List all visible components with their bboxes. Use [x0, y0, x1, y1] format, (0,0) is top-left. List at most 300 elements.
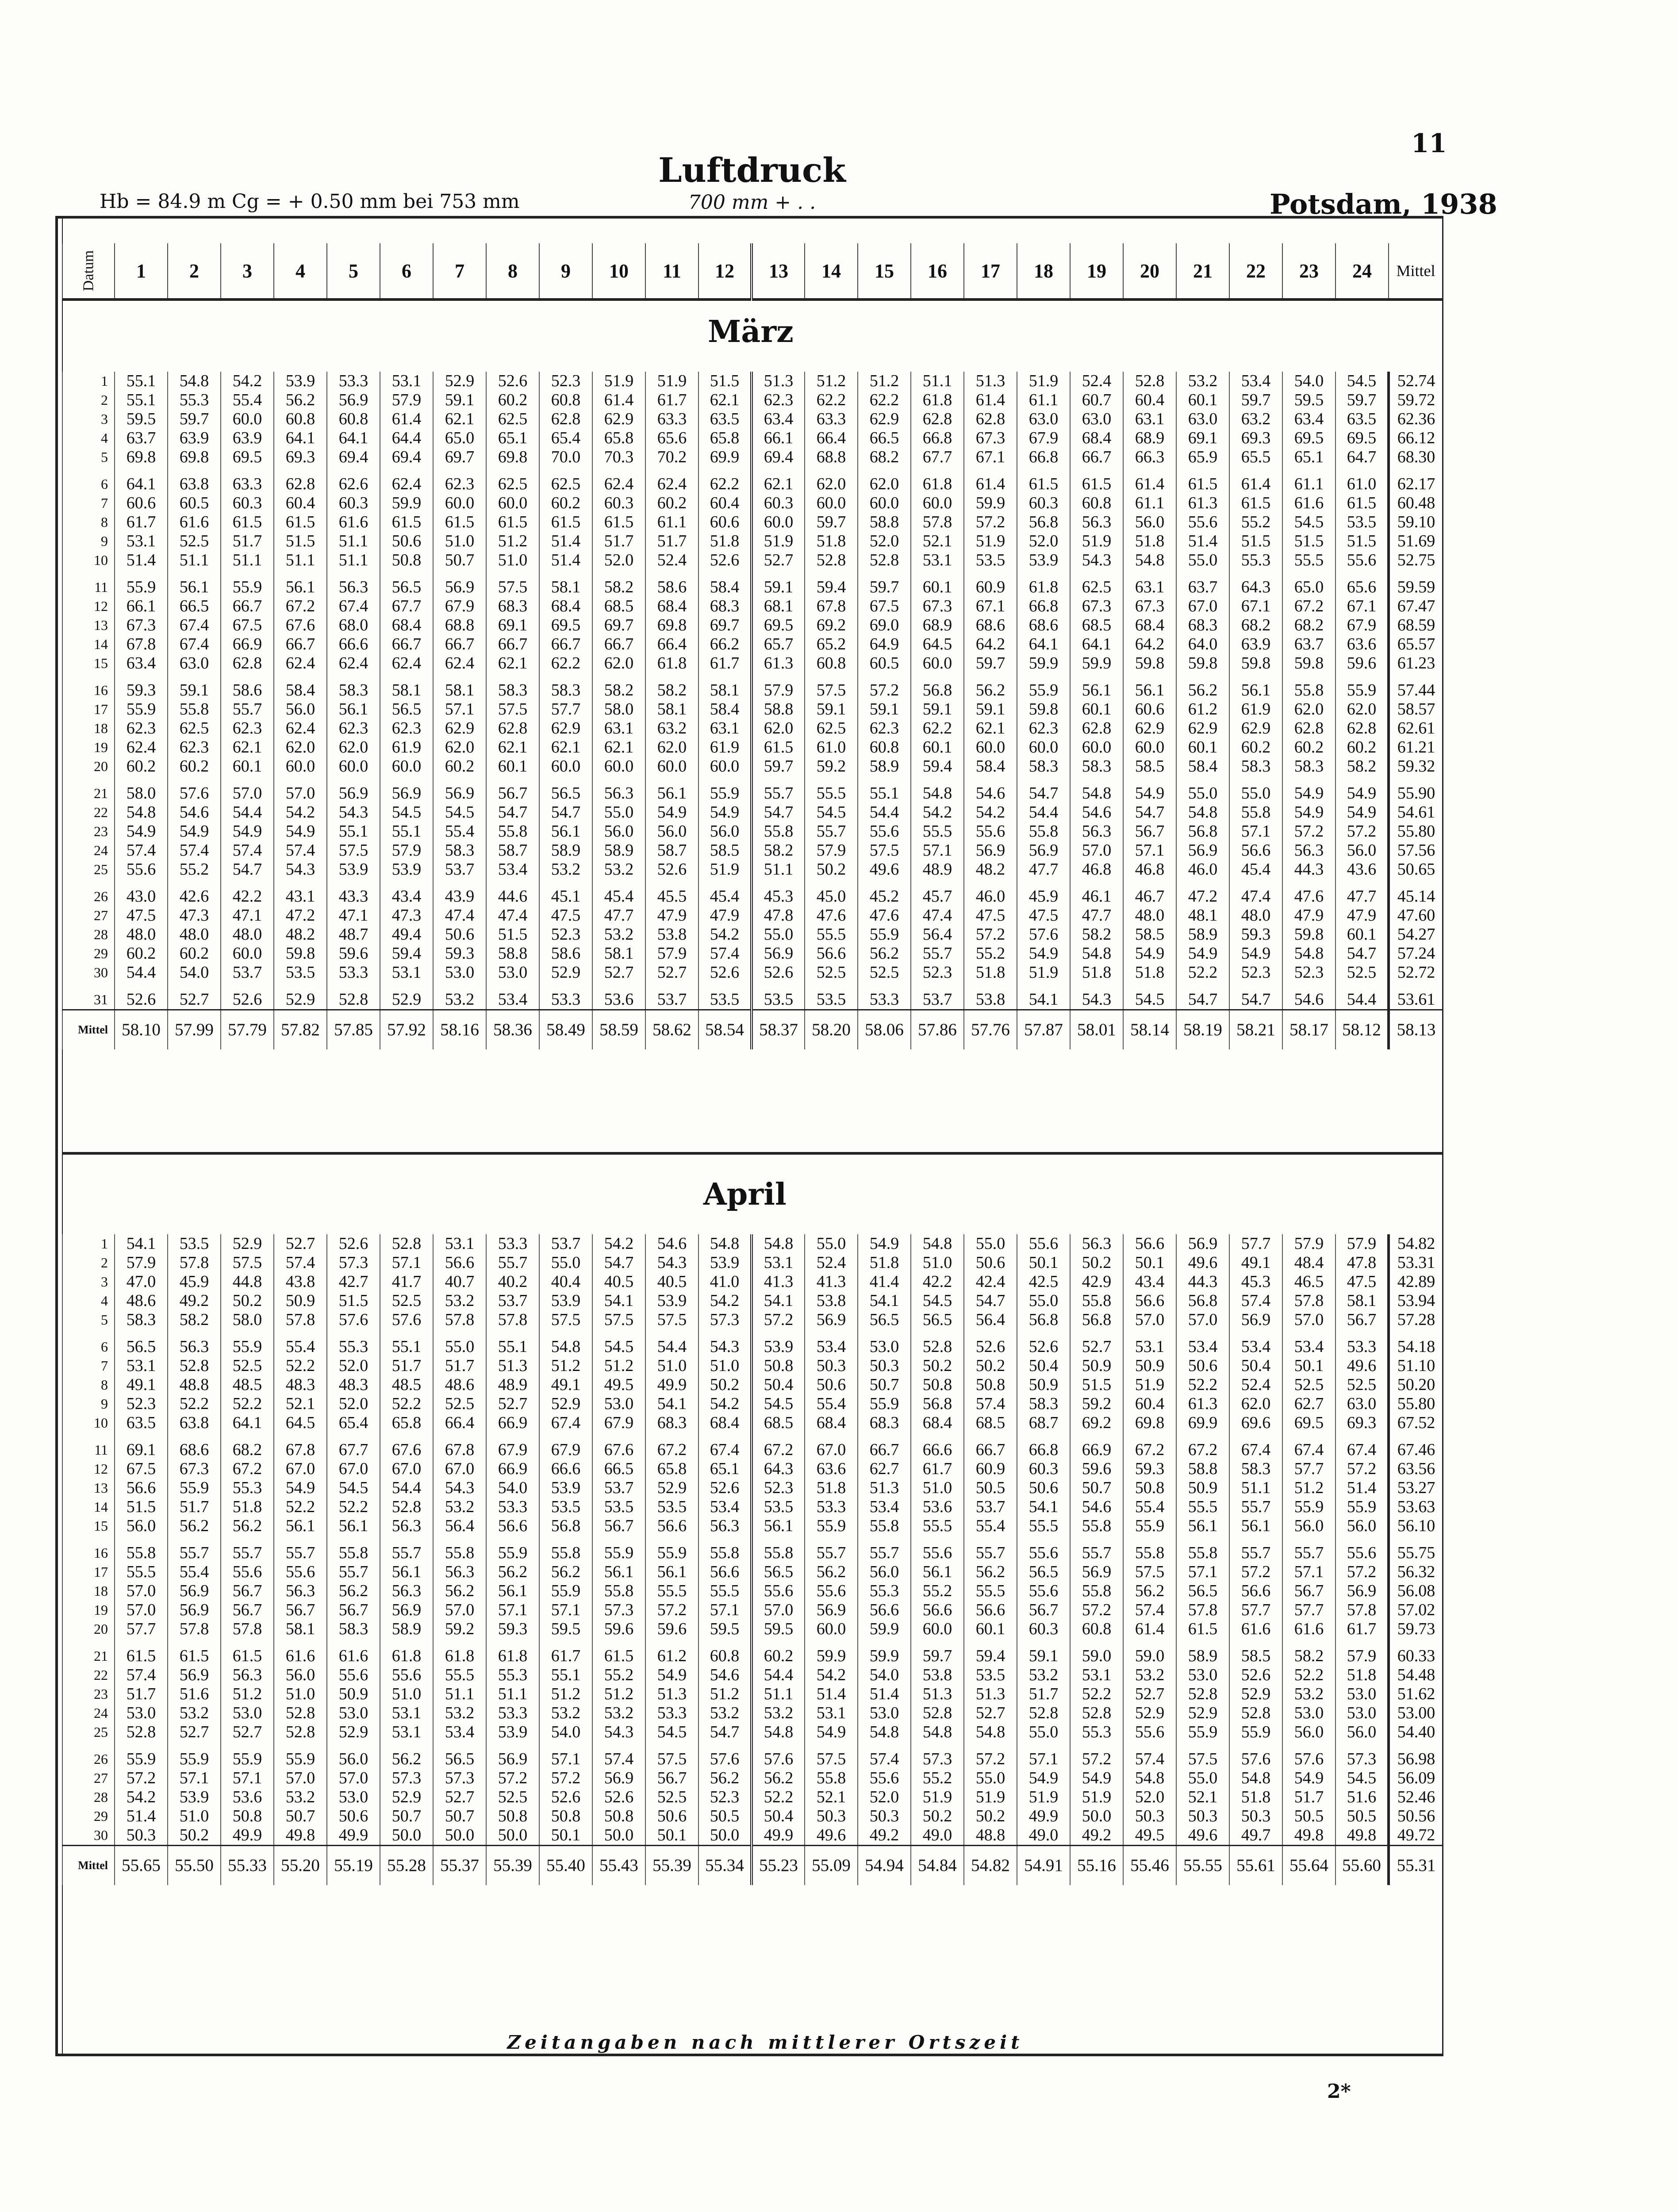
- hourly-value: 59.4: [964, 1647, 1017, 1666]
- hourly-value: 56.3: [327, 578, 380, 597]
- hourly-value: 54.9: [1335, 803, 1389, 822]
- hourly-value: 54.2: [911, 803, 964, 822]
- hourly-value: 68.2: [1229, 616, 1282, 635]
- hourly-value: 55.0: [1229, 784, 1282, 803]
- hourly-value: 56.0: [1335, 1517, 1389, 1536]
- hourly-value: 56.5: [380, 578, 433, 597]
- hourly-value: 61.5: [168, 1647, 221, 1666]
- hourly-value: 51.2: [539, 1685, 592, 1704]
- hourly-value: 55.5: [911, 1517, 964, 1536]
- hourly-value: 57.2: [964, 925, 1017, 944]
- hourly-value: 46.0: [964, 887, 1017, 906]
- hourly-value: 51.8: [1123, 532, 1176, 551]
- hourly-mean: 58.16: [433, 1010, 486, 1050]
- hourly-value: 50.7: [1070, 1479, 1123, 1498]
- hourly-value: 55.9: [115, 578, 168, 597]
- hourly-value: 60.1: [1070, 700, 1123, 719]
- mittel-row: [62, 1010, 1443, 1050]
- hourly-value: 65.7: [752, 635, 805, 654]
- hourly-value: 65.1: [486, 429, 539, 448]
- hourly-value: 54.5: [592, 1337, 645, 1356]
- hourly-value: 55.8: [1070, 1291, 1123, 1310]
- hourly-value: 59.9: [964, 494, 1017, 513]
- hourly-value: 53.0: [115, 1704, 168, 1723]
- hourly-value: 57.8: [221, 1620, 274, 1639]
- hourly-value: 57.0: [327, 1769, 380, 1788]
- hourly-mean: 55.23: [752, 1846, 805, 1886]
- hourly-value: 51.8: [1070, 963, 1123, 982]
- hourly-value: 55.6: [752, 1582, 805, 1601]
- day-row: [62, 1234, 1443, 1253]
- hourly-value: 62.1: [539, 738, 592, 757]
- hourly-value: 62.8: [221, 654, 274, 673]
- hourly-value: 65.8: [592, 429, 645, 448]
- hourly-value: 50.8: [964, 1375, 1017, 1394]
- hour-header: 13: [752, 243, 805, 300]
- hourly-value: 53.9: [486, 1723, 539, 1742]
- hourly-value: 52.6: [486, 372, 539, 391]
- hourly-value: 51.3: [964, 1685, 1017, 1704]
- hourly-value: 60.0: [911, 1620, 964, 1639]
- hourly-value: 59.9: [805, 1647, 858, 1666]
- hourly-value: 52.2: [1282, 1666, 1335, 1685]
- hourly-value: 67.2: [645, 1440, 698, 1459]
- hourly-value: 59.6: [592, 1620, 645, 1639]
- daily-mean: 50.56: [1389, 1807, 1443, 1826]
- day-row: [62, 1517, 1443, 1536]
- hourly-value: 57.6: [698, 1750, 752, 1769]
- hourly-value: 57.5: [805, 1750, 858, 1769]
- hourly-value: 58.7: [645, 841, 698, 860]
- daily-mean: 62.17: [1389, 475, 1443, 494]
- hourly-value: 51.9: [1070, 532, 1123, 551]
- hourly-value: 57.0: [1282, 1310, 1335, 1329]
- hourly-value: 54.9: [698, 803, 752, 822]
- hourly-value: 47.5: [964, 906, 1017, 925]
- hourly-value: 59.6: [327, 944, 380, 963]
- hourly-value: 66.9: [1070, 1440, 1123, 1459]
- hourly-value: 51.4: [1335, 1479, 1389, 1498]
- daily-mean: 47.60: [1389, 906, 1443, 925]
- hourly-value: 55.5: [698, 1582, 752, 1601]
- hourly-value: 53.0: [486, 963, 539, 982]
- hourly-mean: 58.14: [1123, 1010, 1176, 1050]
- hourly-value: 49.9: [221, 1826, 274, 1846]
- day-number: 8: [62, 513, 115, 532]
- hourly-value: 54.5: [911, 1291, 964, 1310]
- hourly-value: 52.8: [911, 1704, 964, 1723]
- hour-header: 6: [380, 243, 433, 300]
- hourly-value: 53.5: [168, 1234, 221, 1253]
- hourly-value: 57.4: [1123, 1750, 1176, 1769]
- hourly-value: 56.0: [274, 700, 327, 719]
- hourly-value: 69.4: [380, 448, 433, 467]
- hourly-value: 52.6: [1229, 1666, 1282, 1685]
- daily-mean: 53.00: [1389, 1704, 1443, 1723]
- hourly-value: 57.0: [274, 1769, 327, 1788]
- hourly-value: 68.3: [645, 1413, 698, 1432]
- hourly-value: 55.7: [1282, 1544, 1335, 1563]
- hourly-value: 68.8: [433, 616, 486, 635]
- hourly-value: 56.5: [858, 1310, 911, 1329]
- hourly-value: 54.8: [1229, 1769, 1282, 1788]
- hourly-value: 53.0: [1282, 1704, 1335, 1723]
- hourly-value: 53.5: [752, 990, 805, 1010]
- hourly-value: 56.0: [1335, 1723, 1389, 1742]
- day-row: [62, 841, 1443, 860]
- hourly-value: 53.0: [327, 1704, 380, 1723]
- hourly-value: 57.0: [115, 1582, 168, 1601]
- hourly-value: 59.1: [805, 700, 858, 719]
- hourly-value: 62.7: [858, 1459, 911, 1479]
- hourly-value: 56.1: [327, 1517, 380, 1536]
- hourly-value: 61.5: [221, 513, 274, 532]
- hourly-value: 60.2: [115, 944, 168, 963]
- hourly-value: 63.2: [645, 719, 698, 738]
- hour-header: 2: [168, 243, 221, 300]
- hourly-value: 55.3: [221, 1479, 274, 1498]
- hourly-value: 67.8: [433, 1440, 486, 1459]
- hourly-value: 56.4: [911, 925, 964, 944]
- hourly-value: 57.5: [858, 841, 911, 860]
- hourly-value: 47.2: [1176, 887, 1229, 906]
- hourly-value: 60.3: [327, 494, 380, 513]
- day-row: [62, 513, 1443, 532]
- hourly-value: 45.7: [911, 887, 964, 906]
- hourly-value: 56.5: [1017, 1563, 1070, 1582]
- hourly-value: 53.3: [858, 990, 911, 1010]
- hourly-value: 53.6: [592, 990, 645, 1010]
- hourly-value: 56.1: [1070, 681, 1123, 700]
- hourly-value: 56.9: [1176, 1234, 1229, 1253]
- daily-mean: 68.59: [1389, 616, 1443, 635]
- hourly-value: 60.9: [964, 1459, 1017, 1479]
- hourly-value: 65.1: [698, 1459, 752, 1479]
- hourly-value: 57.9: [1335, 1647, 1389, 1666]
- hourly-value: 53.5: [805, 990, 858, 1010]
- hourly-value: 66.8: [1017, 597, 1070, 616]
- hourly-value: 54.8: [911, 1723, 964, 1742]
- hourly-value: 57.7: [1282, 1459, 1335, 1479]
- day-row: [62, 1356, 1443, 1375]
- hourly-value: 57.0: [274, 784, 327, 803]
- hourly-value: 51.5: [274, 532, 327, 551]
- hourly-value: 55.7: [380, 1544, 433, 1563]
- day-number: 18: [62, 1582, 115, 1601]
- hourly-value: 58.9: [1176, 925, 1229, 944]
- hourly-value: 51.1: [486, 1685, 539, 1704]
- hourly-value: 56.2: [539, 1563, 592, 1582]
- hourly-value: 64.1: [221, 1413, 274, 1432]
- hourly-value: 53.7: [645, 990, 698, 1010]
- hourly-value: 57.6: [168, 784, 221, 803]
- hourly-value: 67.0: [433, 1459, 486, 1479]
- hourly-value: 51.5: [486, 925, 539, 944]
- hourly-value: 59.5: [698, 1620, 752, 1639]
- hourly-value: 52.5: [433, 1394, 486, 1413]
- hourly-value: 69.1: [486, 616, 539, 635]
- hourly-value: 53.1: [115, 532, 168, 551]
- hourly-value: 68.4: [911, 1413, 964, 1432]
- hourly-value: 56.6: [1123, 1234, 1176, 1253]
- hourly-value: 52.7: [964, 1704, 1017, 1723]
- day-row: [62, 1582, 1443, 1601]
- hourly-value: 59.4: [380, 944, 433, 963]
- hourly-value: 57.2: [1335, 1563, 1389, 1582]
- day-row: [62, 410, 1443, 429]
- day-number: 24: [62, 841, 115, 860]
- hourly-value: 52.5: [645, 1788, 698, 1807]
- hourly-value: 68.3: [486, 597, 539, 616]
- hourly-value: 61.5: [274, 513, 327, 532]
- hourly-value: 57.6: [380, 1310, 433, 1329]
- hourly-value: 58.3: [1229, 1459, 1282, 1479]
- hourly-value: 54.8: [1123, 1769, 1176, 1788]
- hourly-value: 61.4: [964, 391, 1017, 410]
- hourly-value: 61.0: [1335, 475, 1389, 494]
- day-number: 12: [62, 597, 115, 616]
- hourly-value: 57.5: [645, 1310, 698, 1329]
- hourly-value: 55.4: [221, 391, 274, 410]
- day-row: [62, 1253, 1443, 1272]
- hourly-value: 54.3: [433, 1479, 486, 1498]
- hourly-value: 70.3: [592, 448, 645, 467]
- hourly-value: 54.7: [698, 1723, 752, 1742]
- hourly-value: 43.4: [380, 887, 433, 906]
- hourly-value: 60.3: [1017, 1620, 1070, 1639]
- day-number: 20: [62, 757, 115, 776]
- hourly-value: 58.3: [327, 1620, 380, 1639]
- hourly-value: 57.0: [752, 1601, 805, 1620]
- hourly-value: 51.1: [1229, 1479, 1282, 1498]
- hourly-value: 53.0: [327, 1788, 380, 1807]
- hourly-value: 61.5: [486, 513, 539, 532]
- hourly-value: 55.0: [592, 803, 645, 822]
- hourly-value: 55.9: [1176, 1723, 1229, 1742]
- hourly-value: 55.8: [1070, 1582, 1123, 1601]
- hourly-value: 62.0: [592, 654, 645, 673]
- hourly-value: 48.2: [964, 860, 1017, 879]
- hourly-value: 54.7: [1123, 803, 1176, 822]
- hourly-value: 56.7: [221, 1582, 274, 1601]
- hourly-value: 50.6: [1176, 1356, 1229, 1375]
- hourly-value: 62.8: [964, 410, 1017, 429]
- hourly-value: 69.5: [752, 616, 805, 635]
- hourly-value: 60.8: [698, 1647, 752, 1666]
- hourly-value: 47.2: [274, 906, 327, 925]
- hourly-value: 66.6: [911, 1440, 964, 1459]
- hourly-value: 53.9: [539, 1291, 592, 1310]
- hourly-value: 65.8: [645, 1459, 698, 1479]
- hourly-value: 56.0: [1282, 1723, 1335, 1742]
- daily-mean: 54.40: [1389, 1723, 1443, 1742]
- hourly-value: 52.8: [1123, 372, 1176, 391]
- hourly-value: 59.1: [752, 578, 805, 597]
- hourly-value: 53.9: [698, 1253, 752, 1272]
- hourly-value: 52.4: [805, 1253, 858, 1272]
- hour-header: 17: [964, 243, 1017, 300]
- hourly-mean: 57.99: [168, 1010, 221, 1050]
- hourly-value: 60.0: [698, 757, 752, 776]
- hourly-value: 55.9: [115, 1750, 168, 1769]
- hourly-value: 50.8: [911, 1375, 964, 1394]
- hourly-value: 50.3: [1229, 1807, 1282, 1826]
- hourly-value: 59.5: [539, 1620, 592, 1639]
- hourly-value: 55.6: [1176, 513, 1229, 532]
- hourly-value: 47.7: [592, 906, 645, 925]
- hourly-mean: 58.20: [805, 1010, 858, 1050]
- hourly-value: 55.7: [805, 822, 858, 841]
- hourly-value: 52.9: [327, 1723, 380, 1742]
- hour-header: 18: [1017, 243, 1070, 300]
- hourly-mean: 55.34: [698, 1846, 752, 1886]
- hourly-value: 53.7: [539, 1234, 592, 1253]
- hourly-mean: 55.60: [1335, 1846, 1389, 1886]
- hourly-mean: 58.17: [1282, 1010, 1335, 1050]
- april-table: [62, 1234, 1443, 1885]
- day-row: [62, 860, 1443, 879]
- hourly-value: 54.9: [221, 822, 274, 841]
- hourly-value: 57.4: [274, 841, 327, 860]
- hourly-value: 54.3: [698, 1337, 752, 1356]
- hourly-value: 60.2: [168, 944, 221, 963]
- hourly-value: 67.0: [380, 1459, 433, 1479]
- hourly-value: 68.2: [221, 1440, 274, 1459]
- hourly-value: 56.0: [592, 822, 645, 841]
- hourly-value: 50.2: [964, 1807, 1017, 1826]
- hourly-value: 53.0: [1335, 1704, 1389, 1723]
- day-number: 16: [62, 1544, 115, 1563]
- hourly-value: 40.2: [486, 1272, 539, 1291]
- hourly-value: 59.7: [858, 578, 911, 597]
- hourly-value: 60.8: [805, 654, 858, 673]
- hourly-value: 57.5: [486, 578, 539, 597]
- hourly-value: 52.1: [274, 1394, 327, 1413]
- hourly-value: 64.2: [964, 635, 1017, 654]
- hourly-value: 62.1: [592, 738, 645, 757]
- hourly-value: 56.7: [486, 784, 539, 803]
- hourly-value: 55.1: [380, 1337, 433, 1356]
- hourly-value: 54.8: [168, 372, 221, 391]
- hourly-value: 69.3: [274, 448, 327, 467]
- hourly-value: 67.3: [964, 429, 1017, 448]
- hourly-value: 51.4: [805, 1685, 858, 1704]
- hourly-value: 51.9: [752, 532, 805, 551]
- hourly-value: 54.8: [858, 1723, 911, 1742]
- hourly-value: 67.7: [380, 597, 433, 616]
- hourly-value: 67.7: [911, 448, 964, 467]
- hourly-value: 54.5: [1335, 1769, 1389, 1788]
- hourly-value: 60.6: [1123, 700, 1176, 719]
- hourly-value: 56.9: [380, 1601, 433, 1620]
- hourly-value: 68.2: [858, 448, 911, 467]
- hourly-value: 56.7: [274, 1601, 327, 1620]
- hourly-value: 59.2: [805, 757, 858, 776]
- hourly-value: 66.6: [539, 1459, 592, 1479]
- hourly-value: 50.6: [805, 1375, 858, 1394]
- hourly-value: 57.1: [380, 1253, 433, 1272]
- hourly-value: 54.9: [1123, 944, 1176, 963]
- hourly-value: 54.9: [1282, 784, 1335, 803]
- hourly-value: 54.9: [1017, 944, 1070, 963]
- hourly-value: 60.0: [911, 654, 964, 673]
- daily-mean: 51.62: [1389, 1685, 1443, 1704]
- hourly-value: 65.1: [1282, 448, 1335, 467]
- hourly-value: 69.2: [805, 616, 858, 635]
- hourly-value: 55.2: [911, 1769, 964, 1788]
- hourly-value: 69.3: [1229, 429, 1282, 448]
- row-gap: [62, 1432, 1443, 1440]
- hourly-value: 64.3: [1229, 578, 1282, 597]
- hourly-value: 50.4: [752, 1807, 805, 1826]
- hourly-value: 57.4: [115, 1666, 168, 1685]
- day-row: [62, 1807, 1443, 1826]
- hourly-value: 58.3: [327, 681, 380, 700]
- hourly-value: 62.8: [539, 410, 592, 429]
- daily-mean: 60.33: [1389, 1647, 1443, 1666]
- hourly-value: 62.3: [752, 391, 805, 410]
- hourly-value: 62.1: [221, 738, 274, 757]
- hourly-value: 56.0: [327, 1750, 380, 1769]
- hourly-value: 59.4: [805, 578, 858, 597]
- day-row: [62, 822, 1443, 841]
- hourly-value: 57.2: [1335, 1459, 1389, 1479]
- hourly-value: 52.6: [539, 1788, 592, 1807]
- hourly-value: 55.5: [433, 1666, 486, 1685]
- hourly-value: 49.9: [752, 1826, 805, 1846]
- hourly-value: 55.6: [1123, 1723, 1176, 1742]
- hourly-value: 64.9: [858, 635, 911, 654]
- hourly-value: 55.3: [486, 1666, 539, 1685]
- daily-mean: 55.80: [1389, 1394, 1443, 1413]
- hourly-value: 52.9: [1229, 1685, 1282, 1704]
- hourly-mean: 55.33: [221, 1846, 274, 1886]
- hourly-value: 64.7: [1335, 448, 1389, 467]
- hourly-value: 60.0: [911, 494, 964, 513]
- hourly-value: 55.0: [805, 1234, 858, 1253]
- hourly-value: 53.2: [1282, 1685, 1335, 1704]
- hourly-value: 54.2: [805, 1666, 858, 1685]
- hourly-value: 61.1: [1017, 391, 1070, 410]
- hourly-value: 58.8: [1176, 1459, 1229, 1479]
- day-number: 30: [62, 963, 115, 982]
- hourly-value: 51.3: [858, 1479, 911, 1498]
- day-number: 11: [62, 1440, 115, 1459]
- hourly-value: 61.5: [1229, 494, 1282, 513]
- day-row: [62, 925, 1443, 944]
- hourly-value: 61.9: [1229, 700, 1282, 719]
- hourly-value: 52.5: [1335, 963, 1389, 982]
- hourly-value: 55.8: [752, 822, 805, 841]
- hourly-value: 64.0: [1176, 635, 1229, 654]
- hourly-value: 62.5: [805, 719, 858, 738]
- hourly-value: 50.3: [805, 1807, 858, 1826]
- hourly-value: 69.9: [698, 448, 752, 467]
- hourly-value: 67.8: [115, 635, 168, 654]
- hourly-value: 62.4: [433, 654, 486, 673]
- daily-mean: 54.27: [1389, 925, 1443, 944]
- hourly-value: 55.1: [380, 822, 433, 841]
- hourly-value: 54.2: [964, 803, 1017, 822]
- hourly-value: 56.4: [964, 1310, 1017, 1329]
- hourly-value: 47.9: [698, 906, 752, 925]
- hourly-value: 50.8: [380, 551, 433, 570]
- hourly-value: 54.1: [1017, 990, 1070, 1010]
- hourly-value: 43.6: [1335, 860, 1389, 879]
- hourly-value: 63.8: [168, 475, 221, 494]
- hourly-value: 48.8: [964, 1826, 1017, 1846]
- hourly-value: 50.3: [1176, 1807, 1229, 1826]
